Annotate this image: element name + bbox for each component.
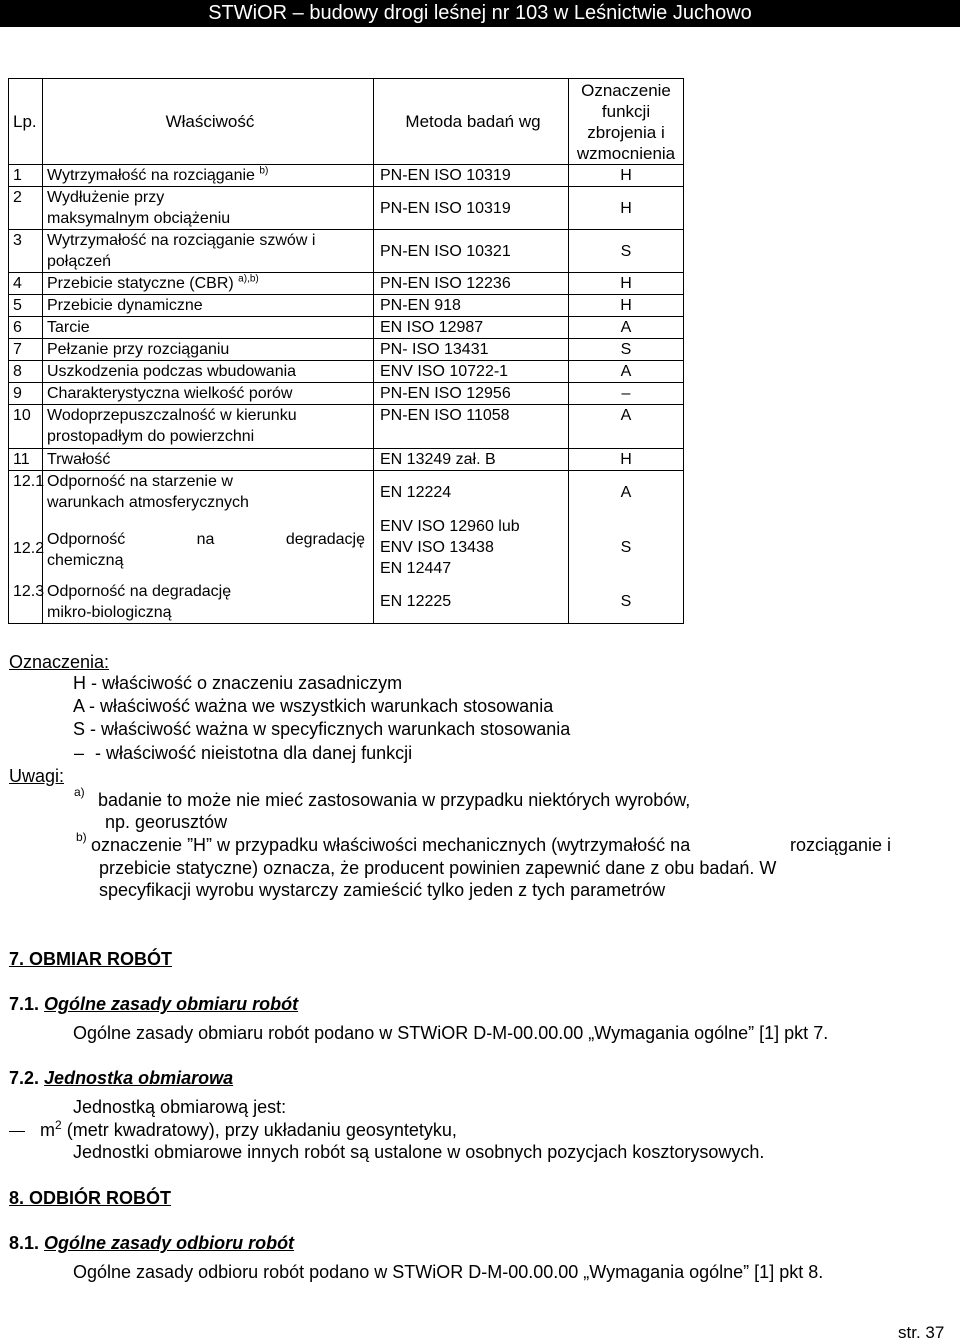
section-8-1-heading <box>9 1232 294 1254</box>
cell-lp: 6 <box>9 317 43 339</box>
cell-lp: 5 <box>9 295 43 317</box>
cell-lp: 7 <box>9 339 43 361</box>
property-text: degradację <box>285 530 365 548</box>
page-number: str. 37 <box>898 1323 945 1342</box>
cell-code: S <box>569 515 684 581</box>
note-a-mark: a) <box>74 785 85 799</box>
legend-text: - właściwość ważna w specyficznych warunkach stosowania <box>90 719 571 739</box>
cell-code: S <box>569 230 684 273</box>
cell-method: PN-EN ISO 12236 <box>374 273 569 295</box>
cell-code: A <box>569 317 684 339</box>
cell-property: Trwałość <box>43 449 374 471</box>
cell-property: Pełzanie przy rozciąganiu <box>43 339 374 361</box>
cell-property: Odporność na degradację mikro-biologiczną <box>43 581 374 624</box>
note-a-text-2: np. georusztów <box>105 812 228 832</box>
cell-code: A <box>569 361 684 383</box>
cell-code: A <box>569 471 684 515</box>
section-number: 8.1. <box>9 1233 40 1253</box>
section-title: Ogólne zasady obmiaru robót <box>44 994 299 1014</box>
section-title: Jednostka obmiarowa <box>44 1068 234 1088</box>
cell-method: EN 12225 <box>374 581 569 624</box>
table-row <box>9 405 684 449</box>
section-title: Ogólne zasady odbioru robót <box>44 1233 295 1253</box>
legend-item <box>73 695 553 717</box>
note-b-text: oznaczenie ”H” w przypadku właściwości mechanicznych (wytrzymałość na <box>91 835 691 855</box>
table-row <box>9 449 684 471</box>
note-b-text-3: specyfikacji wyrobu wystarczy zamieścić tylko jeden z tych parametrów <box>99 880 666 900</box>
cell-code: H <box>569 165 684 187</box>
dash-bullet-icon <box>9 1131 25 1132</box>
note-b-text-2: przebicie statyczne) oznacza, że producent powinien zapewnić dane z obu badań. W <box>99 858 777 878</box>
cell-method: PN-EN ISO 12956 <box>374 383 569 405</box>
legend-item <box>73 718 570 740</box>
section-7-2-text: Jednostką obmiarową jest: <box>73 1097 287 1117</box>
cell-property: Odporność na starzenie w warunkach atmosferycznych <box>43 471 374 515</box>
cell-property: Wytrzymałość na rozciąganie szwów i połączeń <box>43 230 374 273</box>
unit-text: m <box>40 1120 56 1140</box>
cell-method: EN ISO 12987 <box>374 317 569 339</box>
note-b-text-end: rozciąganie i <box>790 835 892 855</box>
legend-text: - właściwość o znaczeniu zasadniczym <box>91 673 403 693</box>
table-row <box>9 187 684 230</box>
section-number: 7.2. <box>9 1068 40 1088</box>
cell-lp: 2 <box>9 187 43 230</box>
cell-method: EN 12224 <box>374 471 569 515</box>
method-text: EN 12447 <box>380 560 452 577</box>
method-text: ENV ISO 13438 <box>380 539 494 556</box>
property-text: Odporność <box>47 530 126 548</box>
legend-symbol: A <box>73 696 85 716</box>
section-7-1-heading <box>9 993 298 1015</box>
col-header-lp: Lp. <box>9 79 43 165</box>
cell-method: PN-EN 918 <box>374 295 569 317</box>
legend-text: - właściwość ważna we wszystkich warunkach stosowania <box>89 696 554 716</box>
table-row <box>9 230 684 273</box>
cell-lp: 1 <box>9 165 43 187</box>
table-row <box>9 273 684 295</box>
properties-table <box>8 78 684 624</box>
cell-code: H <box>569 449 684 471</box>
section-7-1-text: Ogólne zasady obmiaru robót podano w STWiOR D-M-00.00.00 „Wymagania ogólne” [1] pkt 7. <box>73 1023 829 1043</box>
section-8-1-text: Ogólne zasady odbioru robót podano w STWiOR D-M-00.00.00 „Wymagania ogólne” [1] pkt 8. <box>73 1262 824 1282</box>
cell-lp: 3 <box>9 230 43 273</box>
table-row <box>9 295 684 317</box>
cell-method: PN-EN ISO 10319 <box>374 165 569 187</box>
section-7-2-text-2: Jednostki obmiarowe innych robót są ustalone w osobnych pozycjach kosztorysowych. <box>73 1142 765 1162</box>
cell-lp: 11 <box>9 449 43 471</box>
cell-property: Uszkodzenia podczas wbudowania <box>43 361 374 383</box>
method-text: ENV ISO 12960 lub <box>380 518 520 535</box>
unit-superscript: 2 <box>55 1118 62 1132</box>
cell-property: Przebicie dynamiczne <box>43 295 374 317</box>
property-text: na <box>196 530 215 548</box>
legend-symbol: H <box>73 673 86 693</box>
section-8-heading: 8. ODBIÓR ROBÓT <box>9 1188 172 1208</box>
cell-property: Tarcie <box>43 317 374 339</box>
table-row <box>9 383 684 405</box>
note-a-text: badanie to może nie mieć zastosowania w przypadku niektórych wyrobów, <box>98 790 691 810</box>
cell-lp: 8 <box>9 361 43 383</box>
legend-item <box>73 672 402 694</box>
table-row <box>9 581 684 624</box>
col-header-method: Metoda badań wg <box>374 79 569 165</box>
cell-lp: 4 <box>9 273 43 295</box>
cell-property <box>43 515 374 581</box>
cell-code: – <box>569 383 684 405</box>
table-row <box>9 471 684 515</box>
cell-method: PN-EN ISO 10319 <box>374 187 569 230</box>
property-text: Wytrzymałość na rozciąganie <box>47 167 255 184</box>
legend-symbol: – <box>73 743 84 763</box>
table-row <box>9 317 684 339</box>
table-row <box>9 515 684 581</box>
unit-desc: (metr kwadratowy), przy układaniu geosyntetyku, <box>66 1120 457 1140</box>
cell-method: ENV ISO 10722-1 <box>374 361 569 383</box>
note-b-mark: b) <box>76 830 87 844</box>
cell-property: Wydłużenie przy maksymalnym obciążeniu <box>43 187 374 230</box>
cell-method: PN-EN ISO 11058 <box>374 405 569 449</box>
cell-code: H <box>569 273 684 295</box>
cell-code: S <box>569 581 684 624</box>
cell-lp: 10 <box>9 405 43 449</box>
cell-property: Wodoprzepuszczalność w kierunku prostopadłym do powierzchni <box>43 405 374 449</box>
cell-method: PN-EN ISO 10321 <box>374 230 569 273</box>
cell-code: H <box>569 187 684 230</box>
cell-lp: 12.3 <box>9 581 43 624</box>
cell-code: S <box>569 339 684 361</box>
legend-label: Oznaczenia: <box>9 652 110 672</box>
section-number: 7.1. <box>9 994 40 1014</box>
notes-label: Uwagi: <box>9 766 65 786</box>
legend-item <box>68 742 412 764</box>
cell-method: EN 13249 zał. B <box>374 449 569 471</box>
cell-lp: 9 <box>9 383 43 405</box>
cell-code: A <box>569 405 684 449</box>
col-header-property: Właściwość <box>43 79 374 165</box>
section-7-2-bullet <box>9 1119 457 1141</box>
property-text: chemiczną <box>47 551 124 569</box>
col-header-function: Oznaczenie funkcji zbrojenia i wzmocnienia <box>569 79 684 165</box>
cell-property: Charakterystyczna wielkość porów <box>43 383 374 405</box>
cell-lp: 12.2 <box>9 515 43 581</box>
legend-symbol: S <box>73 719 86 739</box>
cell-property <box>43 273 374 295</box>
property-text: Przebicie statyczne (CBR) <box>47 275 234 292</box>
page-header: STWiOR – budowy drogi leśnej nr 103 w Leśnictwie Juchowo <box>0 0 960 27</box>
cell-lp: 12.1 <box>9 471 43 515</box>
table-row <box>9 339 684 361</box>
cell-property <box>43 165 374 187</box>
section-7-heading: 7. OBMIAR ROBÓT <box>9 949 173 969</box>
legend-text: - właściwość nieistotna dla danej funkcji <box>95 743 413 763</box>
footnote-mark: a),b) <box>238 273 259 285</box>
table-row <box>9 165 684 187</box>
section-7-2-heading <box>9 1067 233 1089</box>
cell-code: H <box>569 295 684 317</box>
cell-method: PN- ISO 13431 <box>374 339 569 361</box>
table-row <box>9 361 684 383</box>
footnote-mark: b) <box>259 165 269 177</box>
cell-method <box>374 515 569 581</box>
table-header-row <box>9 79 684 165</box>
